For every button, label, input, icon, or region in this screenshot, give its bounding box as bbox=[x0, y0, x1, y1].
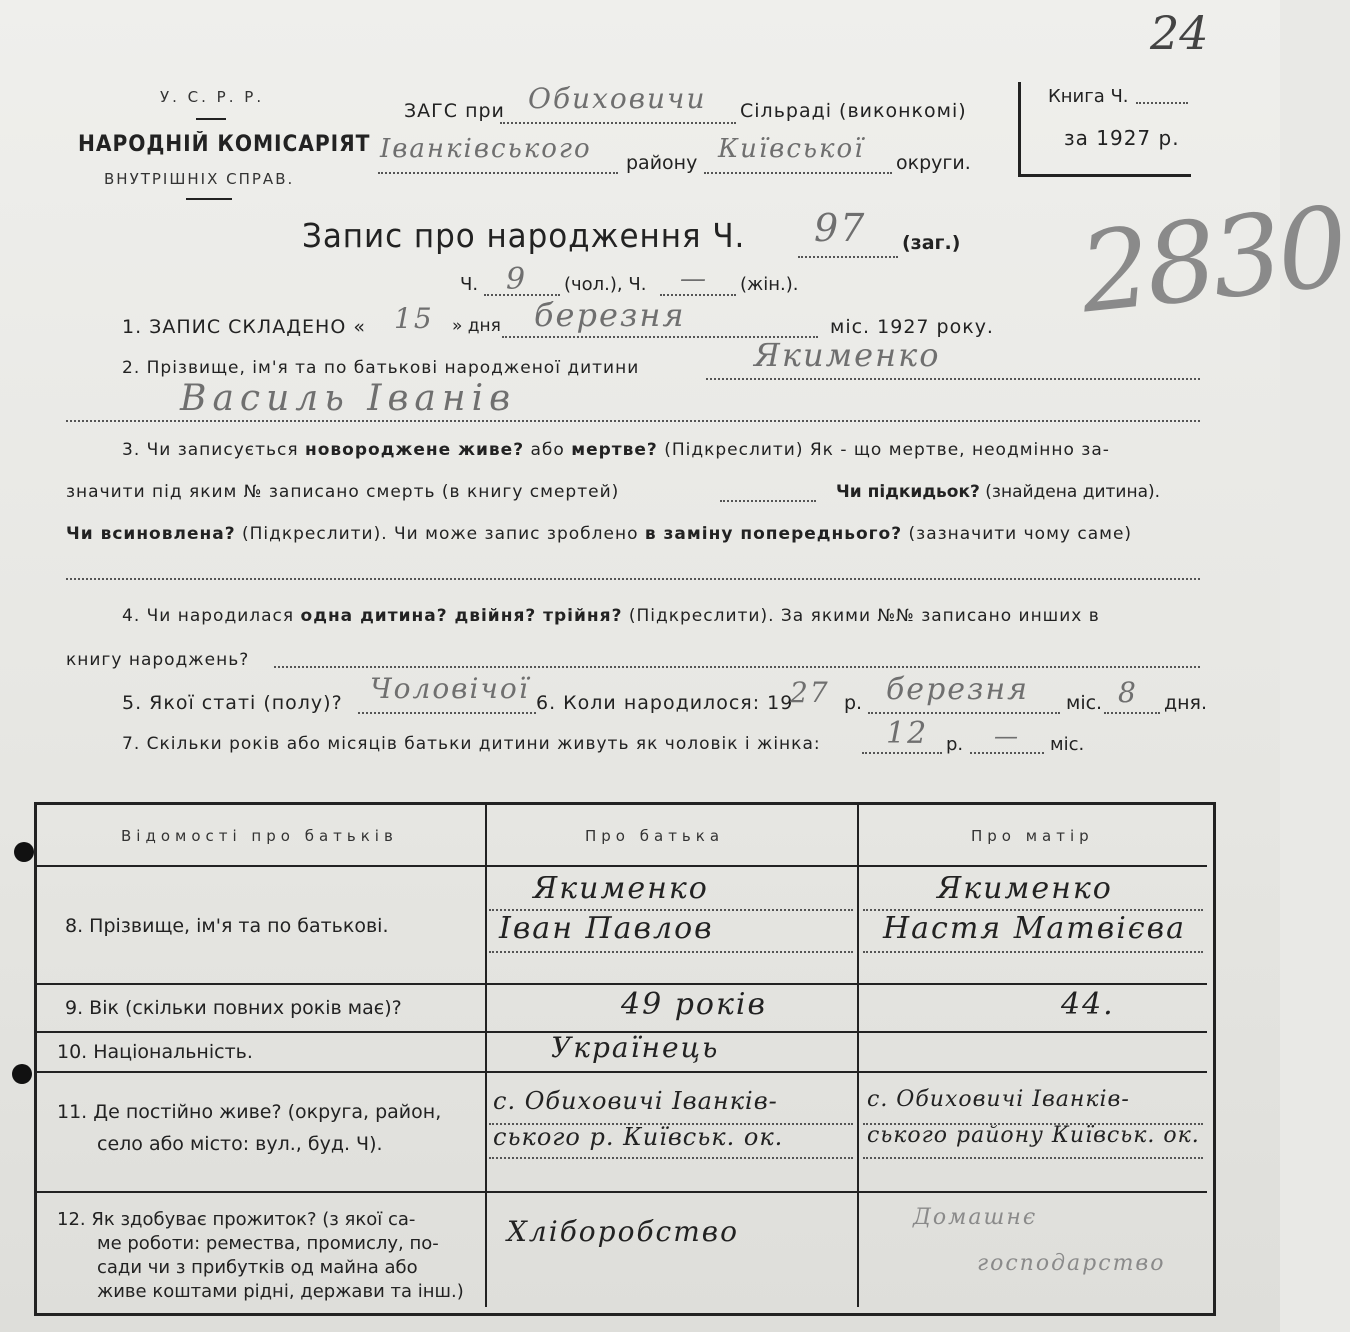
mother-surname: Якименко bbox=[937, 871, 1113, 906]
q7-months: — bbox=[994, 722, 1020, 750]
female-number: — bbox=[680, 264, 708, 294]
zags-prefix: ЗАГС при bbox=[404, 100, 505, 122]
q1-day: 15 bbox=[394, 302, 434, 335]
q4-text: 4. Чи народилася bbox=[122, 606, 295, 626]
republic-abbrev: У. С. Р. Р. bbox=[160, 88, 265, 106]
row-label-livelihood: живе коштами рідні, держави та інш.) bbox=[97, 1281, 464, 1302]
q1-tail: міс. 1927 року. bbox=[830, 316, 994, 338]
q5-value-line bbox=[358, 712, 536, 714]
row-label-name: 8. Прізвище, ім'я та по батькові. bbox=[65, 915, 389, 937]
zags-village-value: Обиховичи bbox=[528, 82, 707, 115]
divider bbox=[196, 118, 226, 120]
divider bbox=[186, 198, 232, 200]
okrug-label: округи. bbox=[896, 152, 971, 174]
q2-surname: Якименко bbox=[754, 336, 941, 374]
q3-adopted-option: Чи всиновлена? bbox=[66, 524, 236, 544]
row-label-nationality: 10. Національність. bbox=[57, 1041, 253, 1063]
district-label: району bbox=[626, 152, 698, 174]
q4-text: книгу народжень? bbox=[66, 650, 250, 670]
column-divider bbox=[485, 805, 487, 1307]
margin-pencil-number: 2830 bbox=[1074, 182, 1350, 338]
q7-years-line bbox=[862, 752, 942, 754]
q4-numbers-line bbox=[274, 666, 1200, 668]
father-surname: Якименко bbox=[533, 871, 709, 906]
q6-month-suffix: міс. bbox=[1066, 692, 1103, 714]
q3-text: або bbox=[530, 440, 565, 460]
commissariat-subtitle: ВНУТРІШНІХ СПРАВ. bbox=[104, 170, 295, 188]
father-name: Іван Павлов bbox=[499, 911, 714, 946]
row-divider bbox=[37, 1071, 1207, 1073]
mother-name: Настя Матвієва bbox=[883, 911, 1186, 946]
q3-text: значити під яким № записано смерть (в книгу смертей) bbox=[66, 482, 620, 502]
mother-livelihood: господарство bbox=[977, 1251, 1166, 1276]
q6-month-line bbox=[868, 712, 1060, 714]
q2-label: 2. Прізвище, ім'я та по батькові народженої дитини bbox=[122, 358, 640, 378]
record-number: 97 bbox=[814, 206, 867, 250]
q3-text: (Підкреслити) Як - що мертве, неодмінно за- bbox=[664, 440, 1110, 460]
q7-years-suffix: р. bbox=[946, 734, 964, 755]
district-value: Іванківського bbox=[380, 134, 592, 164]
table-header-mother: Про матір bbox=[971, 827, 1094, 845]
q3-reason-line bbox=[66, 578, 1200, 580]
row-label-livelihood: ме роботи: ремества, промислу, по- bbox=[97, 1233, 439, 1254]
male-prefix: Ч. bbox=[460, 274, 479, 295]
cell-line bbox=[489, 1157, 853, 1159]
cell-line bbox=[489, 951, 853, 953]
okrug-value: Київської bbox=[718, 134, 865, 164]
mother-age: 44. bbox=[1061, 987, 1115, 1022]
q1-day-suffix: » дня bbox=[452, 316, 501, 336]
male-label: (чол.), Ч. bbox=[564, 274, 647, 295]
q6-day-line bbox=[1104, 712, 1160, 714]
q5-value: Чоловічої bbox=[370, 672, 530, 705]
zags-suffix: Сільраді (виконкомі) bbox=[740, 100, 967, 122]
table-header-father: Про батька bbox=[585, 827, 725, 845]
binding-hole bbox=[12, 1064, 32, 1084]
q3-text: (зазначити чому саме) bbox=[908, 524, 1133, 544]
q3-replacement-option: в заміну попереднього? bbox=[644, 524, 903, 544]
father-livelihood: Хліборобство bbox=[507, 1215, 739, 1248]
cell-line bbox=[863, 951, 1203, 953]
q6-month: березня bbox=[886, 672, 1030, 707]
q5-label: 5. Якої статі (полу)? bbox=[122, 692, 343, 714]
mother-residence: ського району Київськ. ок. bbox=[867, 1123, 1200, 1148]
parents-table bbox=[34, 802, 1216, 1316]
record-title: Запис про народження Ч. bbox=[302, 216, 746, 255]
q7-months-line bbox=[970, 752, 1044, 754]
table-header-info: Відомості про батьків bbox=[121, 827, 398, 845]
q7-months-suffix: міс. bbox=[1050, 734, 1085, 755]
q3-text: (знайдена дитина). bbox=[985, 482, 1161, 502]
district-line bbox=[378, 172, 618, 174]
q3-dead-option: мертве? bbox=[571, 440, 658, 460]
q7-label: 7. Скільки років або місяців батьки дитини живуть як чоловік і жінка: bbox=[122, 734, 821, 754]
q3-text: 3. Чи записується bbox=[122, 440, 299, 460]
q2-names-line bbox=[66, 420, 1200, 422]
row-divider bbox=[37, 865, 1207, 867]
row-label-residence: 11. Де постійно живе? (округа, район, bbox=[57, 1101, 442, 1123]
q2-names: Василь Іванів bbox=[180, 378, 517, 419]
binding-hole bbox=[14, 842, 34, 862]
q3-alive-option: новороджене живе? bbox=[305, 440, 525, 460]
cell-line bbox=[863, 1157, 1203, 1159]
mother-residence: с. Обиховичі Іванків- bbox=[867, 1087, 1130, 1112]
row-divider bbox=[37, 983, 1207, 985]
female-label: (жін.). bbox=[740, 274, 799, 295]
mother-livelihood: Домашнє bbox=[913, 1205, 1038, 1230]
q7-years: 12 bbox=[886, 716, 929, 751]
q6-day-suffix: дня. bbox=[1164, 692, 1208, 714]
record-suffix: (заг.) bbox=[902, 232, 961, 254]
book-year: за 1927 р. bbox=[1064, 126, 1180, 150]
q6-year: 27 bbox=[790, 676, 830, 709]
male-number: 9 bbox=[506, 262, 528, 297]
q1-label: 1. ЗАПИС СКЛАДЕНО « bbox=[122, 316, 366, 338]
book-label: Книга Ч. bbox=[1048, 86, 1129, 107]
zags-village-line bbox=[500, 122, 736, 124]
q2-surname-line bbox=[706, 378, 1200, 380]
row-divider bbox=[37, 1191, 1207, 1193]
book-number-line bbox=[1136, 102, 1188, 104]
q1-month: березня bbox=[534, 296, 686, 334]
q3-foundling-option: Чи підкидьок? bbox=[836, 482, 980, 502]
father-nationality: Українець bbox=[551, 1031, 720, 1064]
q6-label: 6. Коли народилося: 19 bbox=[536, 692, 794, 714]
okrug-line bbox=[704, 172, 892, 174]
q4-count-options: одна дитина? двійня? трійня? bbox=[300, 606, 623, 626]
row-label-residence: село або місто: вул., буд. Ч). bbox=[97, 1133, 383, 1155]
q3-text: (Підкреслити). Чи може запис зроблено bbox=[241, 524, 639, 544]
father-residence: с. Обиховичі Іванків- bbox=[493, 1087, 778, 1115]
row-label-age: 9. Вік (скільки повних років має)? bbox=[65, 997, 402, 1019]
column-divider bbox=[857, 805, 859, 1307]
q4-text: (Підкреслити). За якими №№ записано инших в bbox=[628, 606, 1100, 626]
commissariat-title: НАРОДНІЙ КОМІСАРІЯТ bbox=[78, 132, 371, 157]
q6-year-suffix: р. bbox=[844, 692, 863, 714]
father-residence: ського р. Київськ. ок. bbox=[493, 1123, 784, 1151]
archive-number: 24 bbox=[1150, 6, 1209, 60]
row-label-livelihood: 12. Як здобуває прожиток? (з якої са- bbox=[57, 1209, 416, 1230]
row-label-livelihood: сади чи з прибутків од майна або bbox=[97, 1257, 418, 1278]
q3-death-number-line bbox=[720, 500, 816, 502]
father-age: 49 років bbox=[621, 987, 767, 1022]
q6-day: 8 bbox=[1118, 676, 1138, 709]
record-number-line bbox=[798, 256, 898, 258]
